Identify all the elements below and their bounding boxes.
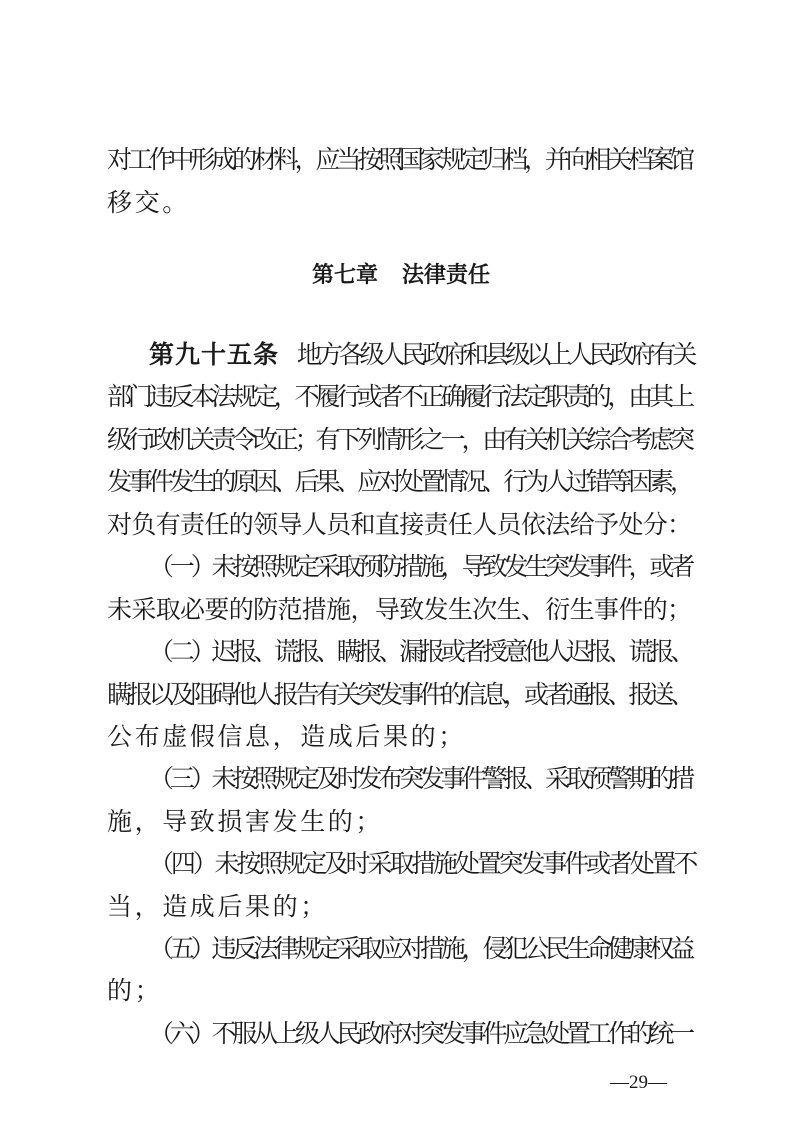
article-line: 部门违反本法规定，不履行或者不正确履行法定职责的，由其上 bbox=[107, 382, 691, 411]
continuation-line: 对工作中形成的材料，应当按照国家规定归档，并向相关档案馆 bbox=[107, 145, 691, 174]
item-3-line: 施，导致损害发生的； bbox=[107, 807, 384, 836]
article-first-line bbox=[149, 340, 695, 370]
article-line: 级行政机关责令改正；有下列情形之一，由有关机关综合考虑突 bbox=[107, 425, 691, 454]
article-line: 发事件发生的原因、后果、应对处置情况、行为人过错等因素， bbox=[107, 467, 691, 496]
item-3-line: （三）未按照规定及时发布突发事件警报、采取预警期的措 bbox=[149, 764, 692, 793]
item-4-line: 当，造成后果的； bbox=[107, 892, 328, 921]
article-label: 第九十五条 bbox=[149, 340, 280, 369]
item-2-line: 公布虚假信息，造成后果的； bbox=[107, 722, 466, 751]
item-5-line: （五）违反法律规定采取应对措施，侵犯公民生命健康权益 bbox=[149, 934, 692, 963]
item-1-line: （一）未按照规定采取预防措施，导致发生突发事件，或者 bbox=[149, 552, 692, 581]
item-2-line: （二）迟报、谎报、瞒报、漏报或者授意他人迟报、谎报、 bbox=[149, 637, 692, 666]
article-text: 地方各级人民政府和县级以上人民政府有关 bbox=[297, 340, 694, 369]
item-2-line: 瞒报以及阻碍他人报告有关突发事件的信息，或者通报、报送、 bbox=[107, 680, 691, 709]
article-line: 对负有责任的领导人员和直接责任人员依法给予处分： bbox=[107, 510, 692, 539]
continuation-line: 移交。 bbox=[107, 188, 190, 217]
page-number: —29— bbox=[610, 1072, 667, 1093]
chapter-heading bbox=[107, 260, 695, 290]
item-5-line: 的； bbox=[107, 976, 163, 1005]
item-1-line: 未采取必要的防范措施，导致发生次生、衍生事件的； bbox=[107, 595, 692, 624]
chapter-title: 法律责任 bbox=[402, 262, 491, 288]
item-6-line: （六）不服从上级人民政府对突发事件应急处置工作的统一 bbox=[149, 1019, 692, 1048]
item-4-line: （四）未按照规定及时采取措施处置突发事件或者处置不 bbox=[149, 849, 696, 878]
chapter-number: 第七章 bbox=[311, 262, 378, 288]
